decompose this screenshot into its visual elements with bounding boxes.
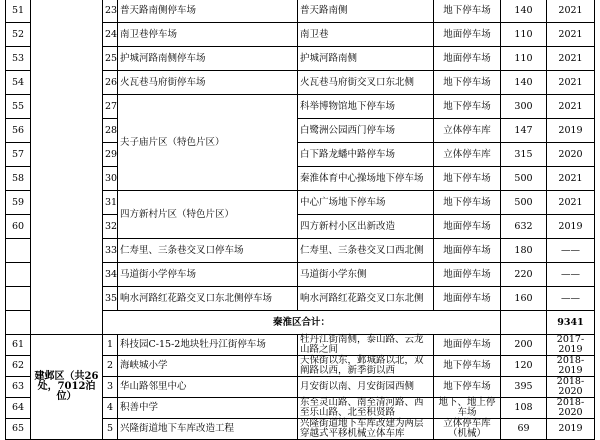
name-cell: 南卫巷停车场 [118,23,298,47]
spaces-cell: 395 [501,377,547,398]
type-cell: 地面停车场 [434,287,501,311]
subtotal-label: 秦淮区合计： [103,311,501,335]
type-cell: 地面停车场 [434,263,501,287]
num-cell: 5 [103,419,118,440]
loc-cell: 南卫巷 [298,23,434,47]
district-jianye: 建邺区（共26处，7012泊位） [31,335,103,440]
spaces-cell: 500 [501,167,547,191]
num-cell: 1 [103,335,118,356]
seq-cell [6,311,31,335]
num-cell: 30 [103,167,118,191]
num-cell: 25 [103,47,118,71]
year-cell: 2021 [547,23,595,47]
name-cell: 响水河路红花路交叉口东北侧停车场 [118,287,298,311]
type-cell: 地下停车场 [434,191,501,215]
seq-cell: 57 [6,143,31,167]
type-cell: 地下停车场 [434,0,501,23]
type-cell: 地面停车场 [434,335,501,356]
year-cell: —— [547,239,595,263]
loc-cell: 月安街以南、月安街园西侧 [298,377,434,398]
loc-cell: 仁寿里、三条巷交叉口西北侧 [298,239,434,263]
subtotal-value: 9341 [547,311,595,335]
num-cell: 2 [103,356,118,377]
loc-cell: 天保街以东，邺城路以北，双阐路以西，新季街以西 [298,356,434,377]
seq-cell: 60 [6,215,31,239]
table-row [6,0,595,23]
year-cell: 2021 [547,167,595,191]
loc-cell: 四方新村小区出新改造 [298,215,434,239]
num-cell: 32 [103,215,118,239]
name-cell: 积善中学 [118,398,298,419]
spaces-cell: 140 [501,0,547,23]
year-cell: 2020 [547,143,595,167]
name-cell: 火瓦巷马府街停车场 [118,71,298,95]
seq-cell: 56 [6,119,31,143]
spaces-cell: 110 [501,47,547,71]
year-cell: 2021 [547,47,595,71]
name-cell: 华山路邻里中心 [118,377,298,398]
type-cell: 地下、地上停车场 [434,398,501,419]
name-cell: 普天路南侧停车场 [118,0,298,23]
district-cell [31,0,103,335]
year-cell: 2018-2020 [547,377,595,398]
seq-cell: 54 [6,71,31,95]
year-cell: 2021 [547,0,595,23]
year-cell: 2021 [547,71,595,95]
spaces-cell: 69 [501,419,547,440]
group-sifang: 四方新村片区（特色片区） [118,191,298,239]
type-cell: 地下停车场 [434,356,501,377]
name-cell: 兴隆街道地下车库改造工程 [118,419,298,440]
loc-cell: 火瓦巷马府街交叉口东北侧 [298,71,434,95]
seq-cell [6,239,31,263]
seq-cell: 65 [6,419,31,440]
type-cell: 地下停车场 [434,377,501,398]
seq-cell: 55 [6,95,31,119]
type-cell: 地面停车场 [434,215,501,239]
seq-cell: 59 [6,191,31,215]
loc-cell: 护城河路南侧 [298,47,434,71]
type-cell: 地面停车场 [434,23,501,47]
seq-cell [6,263,31,287]
table-row [6,335,595,356]
spaces-cell: 147 [501,119,547,143]
spaces-cell: 120 [501,356,547,377]
loc-cell: 白鹭洲公园西门停车场 [298,119,434,143]
spaces-cell: 160 [501,287,547,311]
seq-cell: 58 [6,167,31,191]
group-fuzimiao: 夫子庙片区（特色片区） [118,95,298,191]
loc-cell: 普天路南侧 [298,0,434,23]
spaces-cell: 180 [501,239,547,263]
type-cell: 地下停车场 [434,167,501,191]
loc-cell: 牡丹江街南侧，泰山路、云龙山路之间 [298,335,434,356]
num-cell: 28 [103,119,118,143]
name-cell: 海峡城小学 [118,356,298,377]
loc-cell: 马道街小学东侧 [298,263,434,287]
type-cell [501,311,547,335]
year-cell: 2019 [547,119,595,143]
name-cell: 马道街小学停车场 [118,263,298,287]
name-cell: 护城河路南侧停车场 [118,47,298,71]
spaces-cell: 500 [501,191,547,215]
type-cell: 立体停车库 [434,143,501,167]
num-cell: 26 [103,71,118,95]
seq-cell: 62 [6,356,31,377]
loc-cell: 白下路龙蟠中路停车场 [298,143,434,167]
seq-cell: 53 [6,47,31,71]
loc-cell: 秦淮体育中心操场地下停车场 [298,167,434,191]
spaces-cell: 140 [501,71,547,95]
type-cell: 地面停车场 [434,239,501,263]
year-cell: —— [547,263,595,287]
num-cell: 29 [103,143,118,167]
num-cell: 27 [103,95,118,119]
seq-cell [6,287,31,311]
name-cell: 科技园C-15-2地块牡丹江街停车场 [118,335,298,356]
seq-cell: 51 [6,0,31,23]
type-cell: 地下停车场 [434,95,501,119]
spaces-cell: 632 [501,215,547,239]
num-cell: 31 [103,191,118,215]
loc-cell: 响水河路红花路交叉口东北侧 [298,287,434,311]
year-cell: —— [547,287,595,311]
type-cell: 地面停车场 [434,47,501,71]
type-cell: 地下停车场 [434,71,501,95]
spaces-cell: 200 [501,335,547,356]
year-cell: 2019 [547,419,595,440]
num-cell: 24 [103,23,118,47]
num-cell: 4 [103,398,118,419]
spaces-cell: 220 [501,263,547,287]
year-cell: 2019 [547,215,595,239]
seq-cell: 63 [6,377,31,398]
year-cell: 2021 [547,191,595,215]
seq-cell: 64 [6,398,31,419]
seq-cell: 61 [6,335,31,356]
loc-cell: 科举博物馆地下停车场 [298,95,434,119]
year-cell: 2021 [547,95,595,119]
type-cell: 立体停车库（机械） [434,419,501,440]
num-cell: 33 [103,239,118,263]
num-cell: 23 [103,0,118,23]
name-cell: 仁寿里、三条巷交叉口停车场 [118,239,298,263]
parking-table [5,0,595,440]
loc-cell: 东至灵山路、南至清河路、西至乐山路、北至积贤路 [298,398,434,419]
num-cell: 3 [103,377,118,398]
spaces-cell: 300 [501,95,547,119]
num-cell: 34 [103,263,118,287]
spaces-cell: 108 [501,398,547,419]
type-cell: 立体停车库 [434,119,501,143]
spaces-cell: 315 [501,143,547,167]
loc-cell: 兴隆街道地下车库改建为两层穿越式平移机械立体车库 [298,419,434,440]
loc-cell: 中心广场地下停车场 [298,191,434,215]
num-cell: 35 [103,287,118,311]
spaces-cell: 110 [501,23,547,47]
seq-cell: 52 [6,23,31,47]
year-cell: 2017-2019 [547,335,595,356]
year-cell: 2018-2019 [547,356,595,377]
year-cell: 2018-2020 [547,398,595,419]
